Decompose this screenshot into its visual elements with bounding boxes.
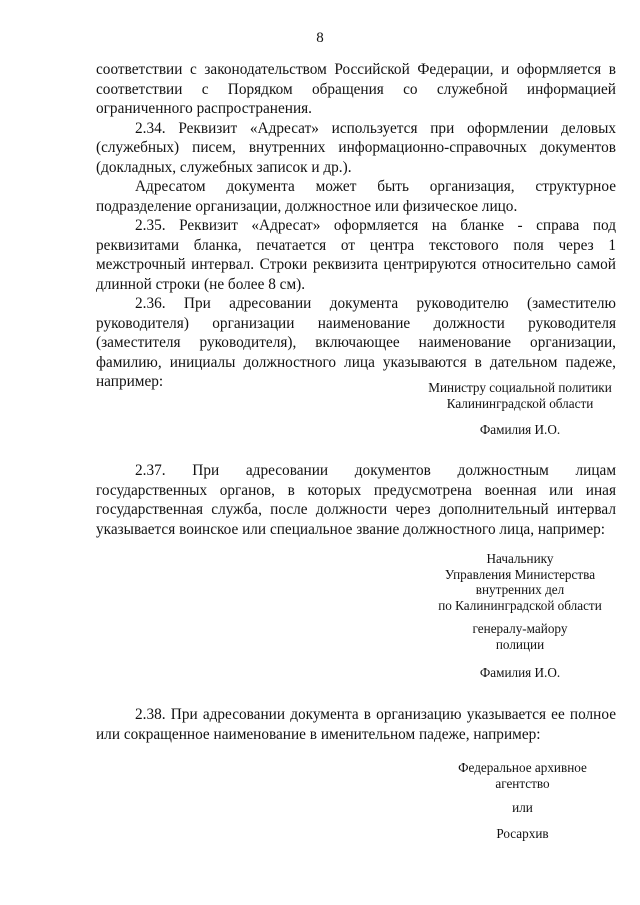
- example-addressee-police: [430, 551, 610, 681]
- paragraph-continuation: соответствии с законодательством Российской Федерации, и оформляется в соответствии с Порядком обращения со служебной информацией ограниченного распространения.: [96, 61, 616, 117]
- page-number: 8: [316, 30, 324, 46]
- example-rank: полиции: [495, 636, 545, 652]
- example-line: внутренних дел: [475, 582, 565, 597]
- example-line: Федеральное архивное: [458, 760, 587, 775]
- example-line: Калининградской области: [446, 395, 594, 411]
- example-line: агентство: [495, 775, 550, 791]
- paragraph-2-38-section: [96, 705, 616, 744]
- example-name: Фамилия И.О.: [479, 665, 561, 680]
- example-line: Начальнику: [486, 551, 554, 566]
- paragraph-2-38: 2.38. При адресовании документа в организацию указывается ее полное или сокращенное наименование в именительном падеже, например:: [96, 706, 616, 743]
- paragraph-2-37: 2.37. При адресовании документов должностным лицам государственных органов, в которых предусмотрена военная или иная государственная служба, после должности через дополнительный интервал указывается воинское или специальное звание должностного лица, например:: [96, 462, 616, 538]
- paragraph-2-35: 2.35. Реквизит «Адресат» оформляется на бланке - справа под реквизитами бланка, печатается от центра текстового поля через 1 межстрочный интервал. Строки реквизита центрируются относительно самой длинной строки (не более 8 см).: [96, 217, 616, 293]
- example-line: Управления Министерства: [444, 566, 596, 582]
- example-addressee-organization: [455, 760, 590, 841]
- example-rank: генералу-майору: [472, 621, 568, 636]
- example-line: Министру социальной политики: [428, 380, 612, 395]
- example-addressee-minister: [425, 380, 615, 438]
- paragraph-addressee-definition: Адресатом документа может быть организация, структурное подразделение организации, должностное или физическое лицо.: [96, 178, 616, 215]
- example-short-name: Росархив: [496, 825, 549, 841]
- paragraph-2-37-section: [96, 461, 616, 539]
- top-text-section: [96, 60, 616, 392]
- example-or: или: [512, 800, 533, 815]
- example-name: Фамилия И.О.: [479, 422, 561, 437]
- paragraph-2-36: 2.36. При адресовании документа руководителю (заместителю руководителя) организации наименование должности руководителя (заместителя руководителя), включающее наименование организации, фамилию, инициалы должностного лица указываются в дательном падеже, например:: [96, 295, 616, 390]
- example-line: по Калининградской области: [438, 597, 602, 613]
- paragraph-2-34: 2.34. Реквизит «Адресат» используется при оформлении деловых (служебных) писем, внутренних информационно-справочных документов (докладных, служебных записок и др.).: [96, 119, 616, 176]
